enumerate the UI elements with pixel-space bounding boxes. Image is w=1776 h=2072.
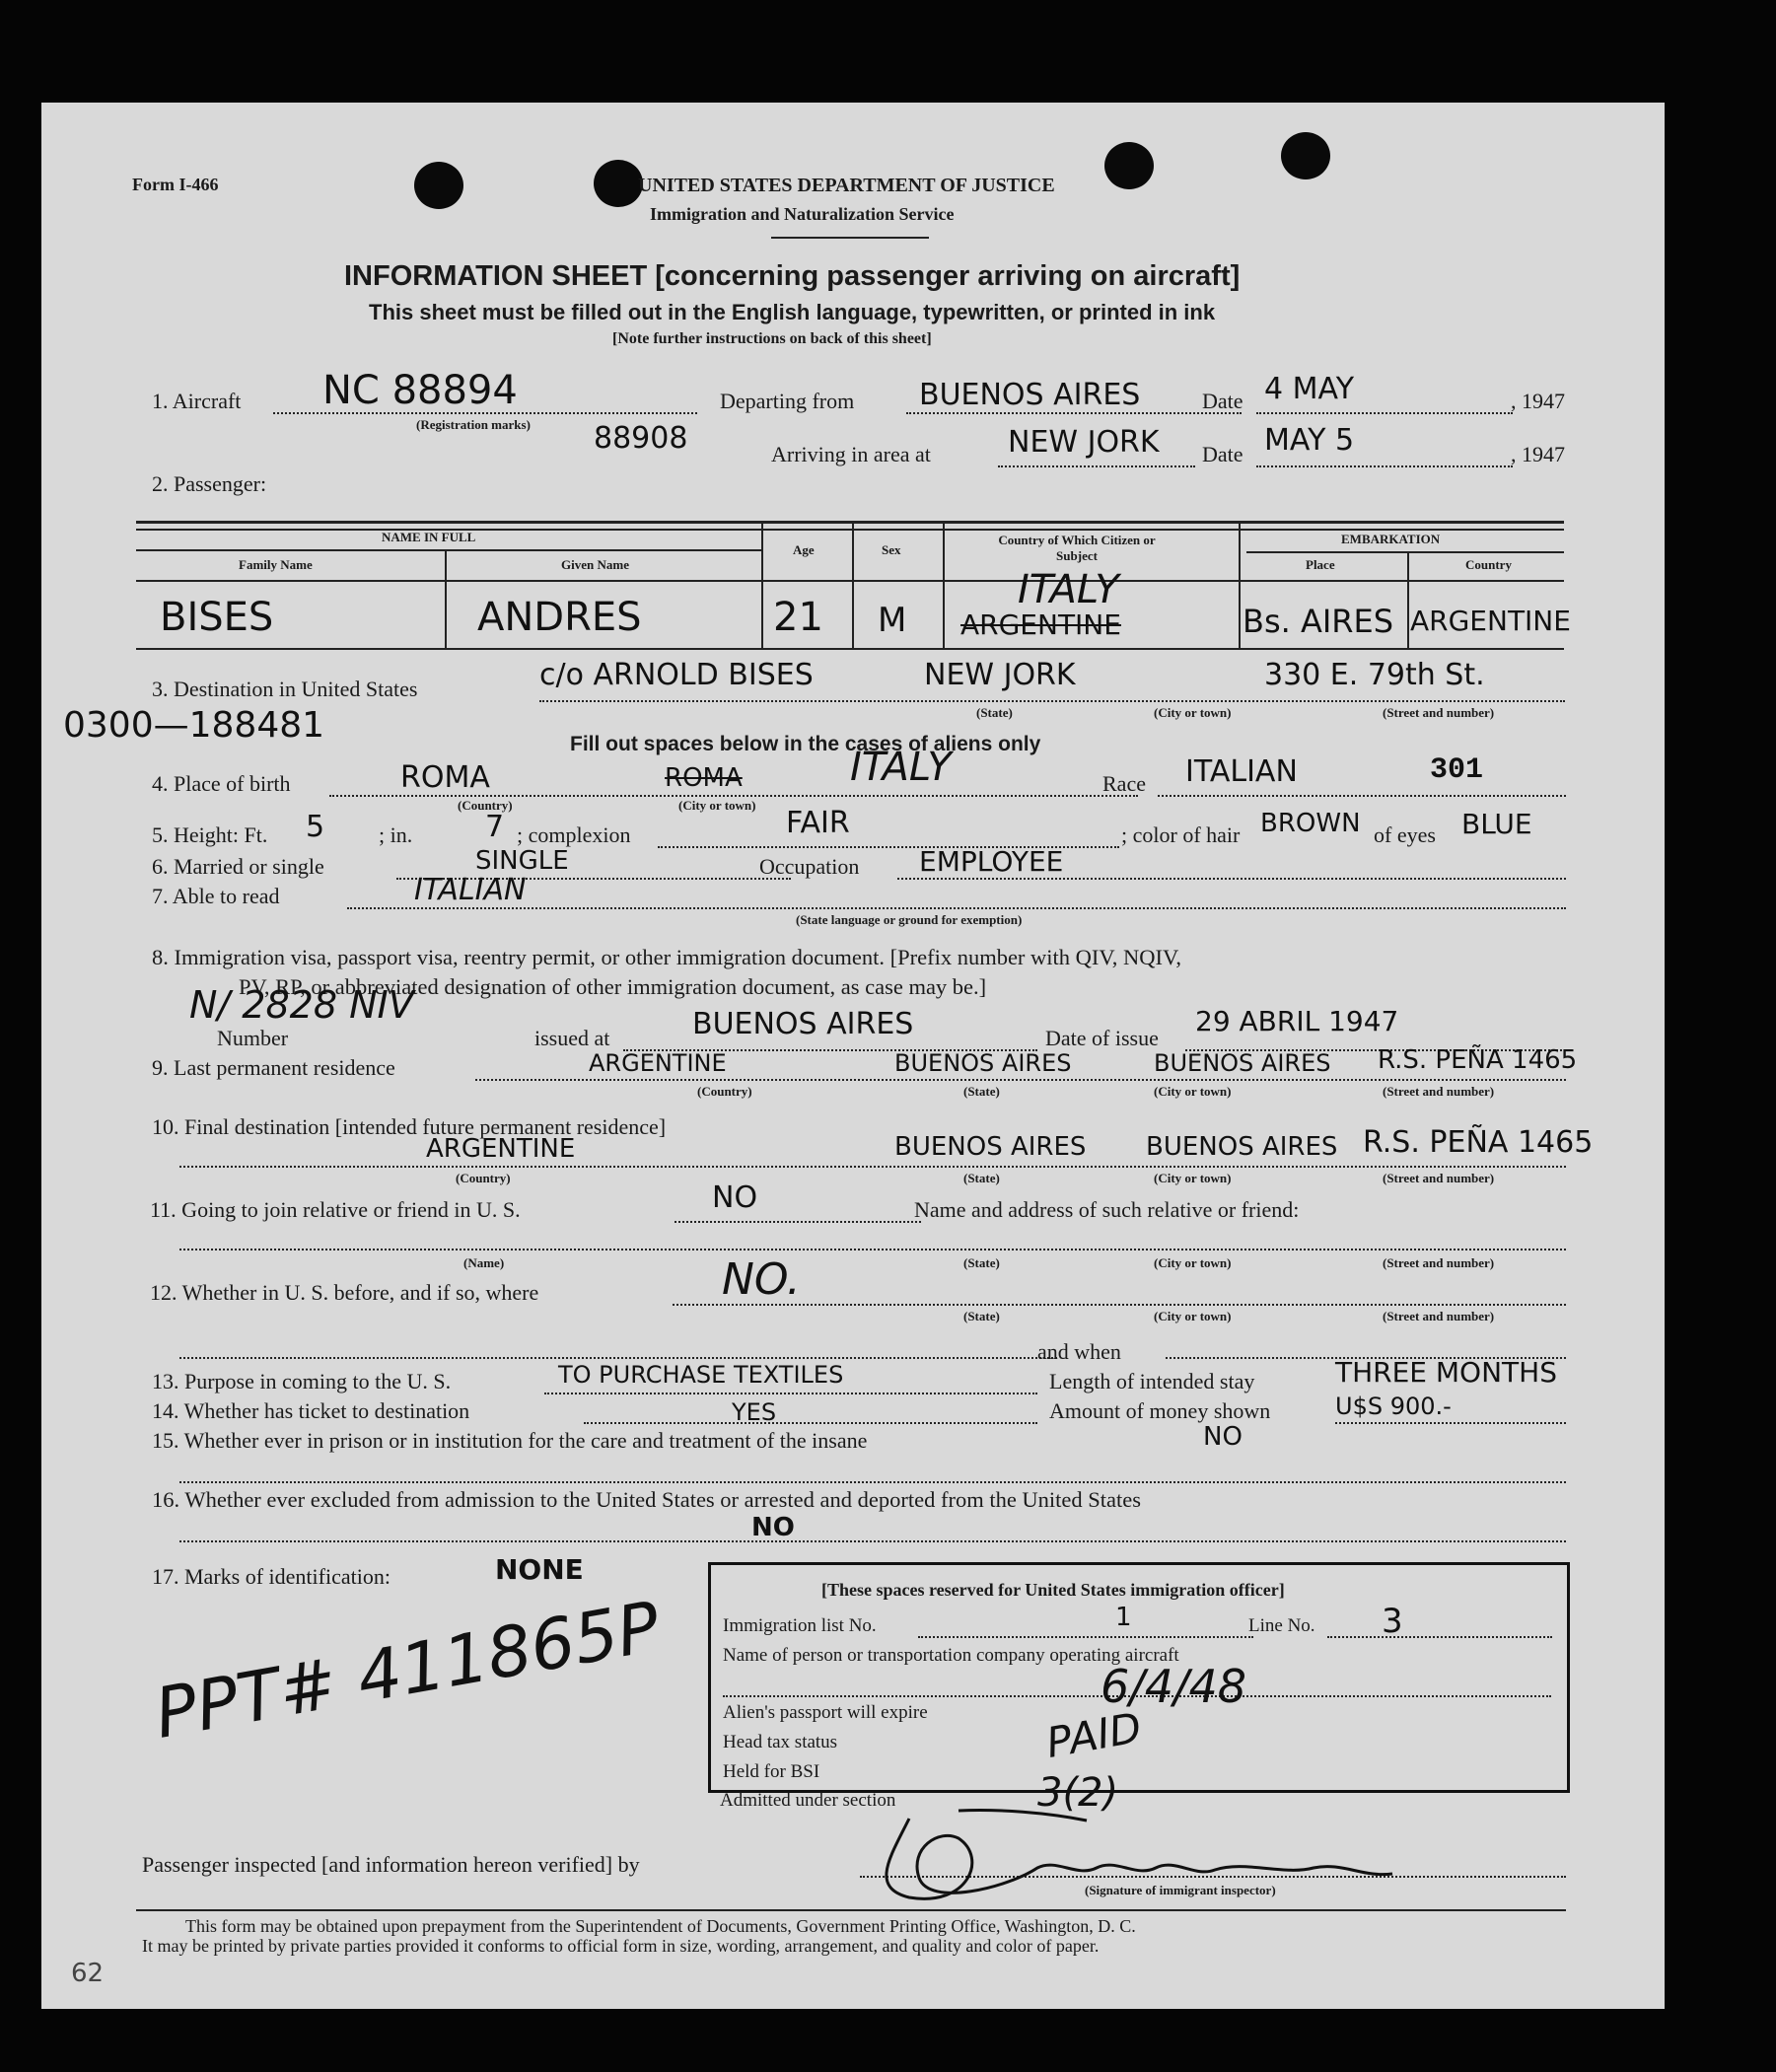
street-sublabel: (Street and number) xyxy=(1383,705,1495,720)
inspected-label: Passenger inspected [and information hereon verified] by xyxy=(142,1852,640,1877)
birth-city-value: ROMA xyxy=(665,763,743,793)
last-country-value: ARGENTINE xyxy=(589,1049,727,1077)
dotted-line xyxy=(584,1422,1037,1424)
final-country-value: ARGENTINE xyxy=(426,1134,576,1164)
destination-street: 330 E. 79th St. xyxy=(1264,658,1485,692)
and-when-label: and when xyxy=(1037,1339,1121,1364)
header-rule xyxy=(771,237,929,239)
prison-value: NO xyxy=(1203,1422,1243,1452)
passenger-label: 2. Passenger: xyxy=(152,471,267,496)
dotted-line xyxy=(998,465,1195,467)
issue-date-label: Date of issue xyxy=(1045,1026,1159,1050)
year-label: , 1947 xyxy=(1511,389,1565,413)
table-rule xyxy=(136,549,761,551)
head-tax-value: PAID xyxy=(1042,1702,1146,1768)
admitted-label: Admitted under section xyxy=(720,1790,896,1811)
dotted-line xyxy=(179,1166,1566,1168)
dotted-line xyxy=(906,412,1242,414)
visa-number-value: N/ 2828 NIV xyxy=(189,983,414,1027)
visa-question-2: PV, RP, or abbreviated designation of other immigration document, as case may be.] xyxy=(239,974,987,999)
dotted-line xyxy=(544,1393,1037,1394)
held-bsi-label: Held for BSI xyxy=(723,1761,820,1782)
exemption-sublabel: (State language or ground for exemption) xyxy=(796,912,1023,927)
money-value: U$S 900.- xyxy=(1335,1393,1452,1420)
eyes-label: of eyes xyxy=(1374,822,1436,847)
form-sheet xyxy=(41,103,1665,2009)
dotted-line xyxy=(673,1304,1566,1306)
destination-label: 3. Destination in United States xyxy=(152,677,418,701)
marks-label: 17. Marks of identification: xyxy=(152,1564,391,1589)
aircraft-value: NC 88894 xyxy=(322,368,518,413)
excluded-value: NO xyxy=(751,1513,795,1542)
relative-label: Name and address of such relative or friend: xyxy=(914,1197,1300,1222)
country-sublabel-3: (Country) xyxy=(456,1171,511,1185)
state-sublabel-5: (State) xyxy=(963,1309,1000,1323)
dotted-line xyxy=(539,700,1565,702)
departing-label: Departing from xyxy=(720,389,855,413)
transport-label: Name of person or transportation company operating aircraft xyxy=(723,1645,1179,1666)
arrival-date: MAY 5 xyxy=(1264,423,1355,458)
table-top-rule xyxy=(136,521,1564,524)
destination-city: NEW JORK xyxy=(924,658,1076,692)
citizen-header: Country of Which Citizen or Subject xyxy=(998,533,1156,563)
read-value: ITALIAN xyxy=(414,873,527,907)
country-sublabel-2: (Country) xyxy=(697,1084,752,1099)
dotted-line xyxy=(1335,1422,1566,1424)
destination-name: c/o ARNOLD BISES xyxy=(539,658,814,692)
name-sublabel: (Name) xyxy=(463,1255,505,1270)
dotted-line xyxy=(179,1481,1566,1483)
punch-hole xyxy=(594,160,643,207)
form-title: INFORMATION SHEET [concerning passenger arriving on aircraft] xyxy=(344,260,1241,292)
street-sublabel-5: (Street and number) xyxy=(1383,1309,1495,1323)
race-value: ITALIAN xyxy=(1185,754,1298,789)
before-value: NO. xyxy=(722,1254,801,1305)
sex-header: Sex xyxy=(882,542,901,557)
dotted-line xyxy=(179,1357,1057,1359)
issue-date-value: 29 ABRIL 1947 xyxy=(1195,1005,1399,1037)
table-rule xyxy=(136,580,1564,582)
signature-sublabel: (Signature of immigrant inspector) xyxy=(1085,1883,1276,1897)
city-sublabel: (City or town) xyxy=(1154,705,1232,720)
last-residence-label: 9. Last permanent residence xyxy=(152,1055,395,1080)
last-city-value: BUENOS AIRES xyxy=(1154,1049,1331,1077)
occupation-value: EMPLOYEE xyxy=(919,845,1064,878)
sex-value: M xyxy=(878,601,907,640)
state-sublabel: (State) xyxy=(976,705,1013,720)
state-sublabel-3: (State) xyxy=(963,1171,1000,1185)
marks-value: NONE xyxy=(495,1553,584,1586)
table-col-rule xyxy=(761,521,763,648)
table-col-rule xyxy=(852,521,854,648)
given-name-header: Given Name xyxy=(561,557,629,572)
given-name-value: ANDRES xyxy=(477,595,642,640)
punch-hole xyxy=(1104,142,1154,189)
eyes-value: BLUE xyxy=(1461,808,1532,840)
occupation-label: Occupation xyxy=(759,854,860,879)
departure-date: 4 MAY xyxy=(1264,372,1355,406)
citizen-struck-value: ARGENTINE xyxy=(960,608,1121,641)
hair-label: ; color of hair xyxy=(1121,822,1241,847)
join-value: NO xyxy=(712,1180,758,1215)
table-rule xyxy=(1246,551,1564,553)
race-code: 301 xyxy=(1430,753,1484,787)
dotted-line xyxy=(1158,795,1566,797)
last-street-value: R.S. PEÑA 1465 xyxy=(1378,1045,1578,1075)
inches-value: 7 xyxy=(485,810,505,844)
place-header: Place xyxy=(1306,557,1335,572)
embarkation-country-value: ARGENTINE xyxy=(1410,605,1571,637)
married-value: SINGLE xyxy=(475,846,569,876)
instructions-line: This sheet must be filled out in the English language, typewritten, or printed in ink xyxy=(369,300,1216,324)
family-name-value: BISES xyxy=(160,595,274,640)
street-sublabel-3: (Street and number) xyxy=(1383,1171,1495,1185)
punch-hole xyxy=(1281,132,1330,179)
birth-country-value: ROMA xyxy=(400,760,490,795)
dotted-line xyxy=(918,1636,1253,1638)
country-sublabel: (Country) xyxy=(458,798,513,813)
city-sublabel-2: (City or town) xyxy=(678,798,756,813)
issued-at-value: BUENOS AIRES xyxy=(692,1007,914,1041)
table-bottom-rule xyxy=(136,648,1564,650)
dotted-line xyxy=(179,1249,1566,1250)
dotted-line xyxy=(1256,412,1513,414)
table-col-rule xyxy=(943,521,945,648)
final-street-value: R.S. PEÑA 1465 xyxy=(1363,1125,1594,1160)
street-sublabel-4: (Street and number) xyxy=(1383,1255,1495,1270)
passport-annotation: PPT# 411865P xyxy=(148,1586,666,1754)
date-label-2: Date xyxy=(1202,442,1243,466)
aliens-only-heading: Fill out spaces below in the cases of aliens only xyxy=(570,733,1041,755)
dotted-line xyxy=(329,795,1138,797)
departing-value: BUENOS AIRES xyxy=(919,378,1141,412)
complexion-label: ; complexion xyxy=(517,822,631,847)
final-destination-label: 10. Final destination [intended future permanent residence] xyxy=(152,1114,667,1139)
citizen-value: ITALY xyxy=(1018,567,1119,612)
street-sublabel-2: (Street and number) xyxy=(1383,1084,1495,1099)
dotted-line xyxy=(897,878,1566,880)
state-sublabel-4: (State) xyxy=(963,1255,1000,1270)
city-sublabel-3: (City or town) xyxy=(1154,1084,1232,1099)
table-col-rule xyxy=(445,549,447,648)
length-stay-value: THREE MONTHS xyxy=(1335,1356,1557,1389)
join-label: 11. Going to join relative or friend in U. S. xyxy=(150,1197,521,1222)
inches-label: ; in. xyxy=(379,822,413,847)
feet-value: 5 xyxy=(306,810,325,844)
officer-box-heading: [These spaces reserved for United States immigration officer] xyxy=(821,1580,1285,1600)
birth-label: 4. Place of birth xyxy=(152,771,291,796)
list-no-label: Immigration list No. xyxy=(723,1615,877,1636)
name-in-full-header: NAME IN FULL xyxy=(382,530,476,544)
footer-line-1: This form may be obtained upon prepayment from the Superintendent of Documents, Government Printing Office, Washington, D. C. xyxy=(185,1916,1136,1936)
date-label: Date xyxy=(1202,389,1243,413)
embarkation-header: EMBARKATION xyxy=(1341,532,1441,546)
country-header: Country xyxy=(1465,557,1512,572)
form-number: Form I-466 xyxy=(132,175,219,194)
race-label: Race xyxy=(1102,771,1146,796)
dotted-line xyxy=(179,1540,1566,1542)
height-label: 5. Height: Ft. xyxy=(152,822,268,847)
dotted-line xyxy=(1327,1636,1552,1638)
state-sublabel-2: (State) xyxy=(963,1084,1000,1099)
purpose-value: TO PURCHASE TEXTILES xyxy=(558,1361,844,1389)
dotted-line xyxy=(1256,465,1513,467)
number-label: Number xyxy=(217,1026,289,1050)
registration-sublabel: (Registration marks) xyxy=(416,417,531,432)
birth-correction: ITALY xyxy=(850,745,952,790)
instructions-note: [Note further instructions on back of this sheet] xyxy=(612,330,932,347)
line-no-label: Line No. xyxy=(1248,1615,1315,1636)
aircraft-label: 1. Aircraft xyxy=(152,389,242,413)
file-number: 0300—188481 xyxy=(63,705,325,746)
purpose-label: 13. Purpose in coming to the U. S. xyxy=(152,1369,452,1393)
city-sublabel-4: (City or town) xyxy=(1154,1171,1232,1185)
family-name-header: Family Name xyxy=(239,557,313,572)
dotted-line xyxy=(475,1079,1566,1081)
admitted-value: 3(2) xyxy=(1037,1770,1119,1816)
passport-expire-value: 6/4/48 xyxy=(1101,1660,1247,1713)
head-tax-label: Head tax status xyxy=(723,1732,838,1752)
table-col-rule xyxy=(1239,521,1241,648)
prison-label: 15. Whether ever in prison or in institution for the care and treatment of the insane xyxy=(152,1428,868,1453)
length-stay-label: Length of intended stay xyxy=(1049,1369,1255,1393)
year-label-2: , 1947 xyxy=(1511,442,1565,466)
final-state-value: BUENOS AIRES xyxy=(894,1132,1087,1162)
married-label: 6. Married or single xyxy=(152,854,324,879)
service-name: Immigration and Naturalization Service xyxy=(650,204,955,224)
before-label: 12. Whether in U. S. before, and if so, where xyxy=(150,1280,539,1305)
agency-name: UNITED STATES DEPARTMENT OF JUSTICE xyxy=(638,175,1055,196)
line-no-value: 3 xyxy=(1382,1602,1403,1641)
last-state-value: BUENOS AIRES xyxy=(894,1049,1072,1077)
ticket-value: YES xyxy=(732,1398,777,1426)
dotted-line xyxy=(675,1221,921,1223)
issued-at-label: issued at xyxy=(534,1026,610,1050)
money-label: Amount of money shown xyxy=(1049,1398,1271,1423)
list-no-value: 1 xyxy=(1115,1603,1132,1632)
arriving-value: NEW JORK xyxy=(1008,425,1160,460)
footer-rule xyxy=(136,1909,1566,1911)
inspector-signature xyxy=(850,1799,1402,1927)
corner-mark: 62 xyxy=(71,1959,105,1988)
complexion-value: FAIR xyxy=(786,806,850,840)
footer-line-2: It may be printed by private parties provided it conforms to official form in size, wording, arrangement, and quality and color of paper. xyxy=(142,1936,1100,1956)
visa-question: 8. Immigration visa, passport visa, reentry permit, or other immigration document. [Prefix number with QIV, NQIV, xyxy=(152,945,1181,969)
read-label: 7. Able to read xyxy=(152,884,280,908)
hair-value: BROWN xyxy=(1260,809,1361,838)
punch-hole xyxy=(414,162,463,209)
table-rule xyxy=(136,529,1564,531)
dotted-line xyxy=(347,907,1566,909)
table-col-rule xyxy=(1407,551,1409,648)
city-sublabel-5: (City or town) xyxy=(1154,1255,1232,1270)
passport-expire-label: Alien's passport will expire xyxy=(723,1702,928,1723)
embarkation-place-value: Bs. AIRES xyxy=(1243,603,1394,640)
excluded-label: 16. Whether ever excluded from admission to the United States or arrested and deported from the United States xyxy=(152,1487,1142,1512)
final-city-value: BUENOS AIRES xyxy=(1146,1132,1338,1162)
ticket-label: 14. Whether has ticket to destination xyxy=(152,1398,470,1423)
aircraft-correction: 88908 xyxy=(594,421,688,456)
arriving-label: Arriving in area at xyxy=(771,442,931,466)
age-value: 21 xyxy=(773,595,823,640)
officer-box xyxy=(708,1562,1570,1793)
age-header: Age xyxy=(793,542,815,557)
city-sublabel-6: (City or town) xyxy=(1154,1309,1232,1323)
